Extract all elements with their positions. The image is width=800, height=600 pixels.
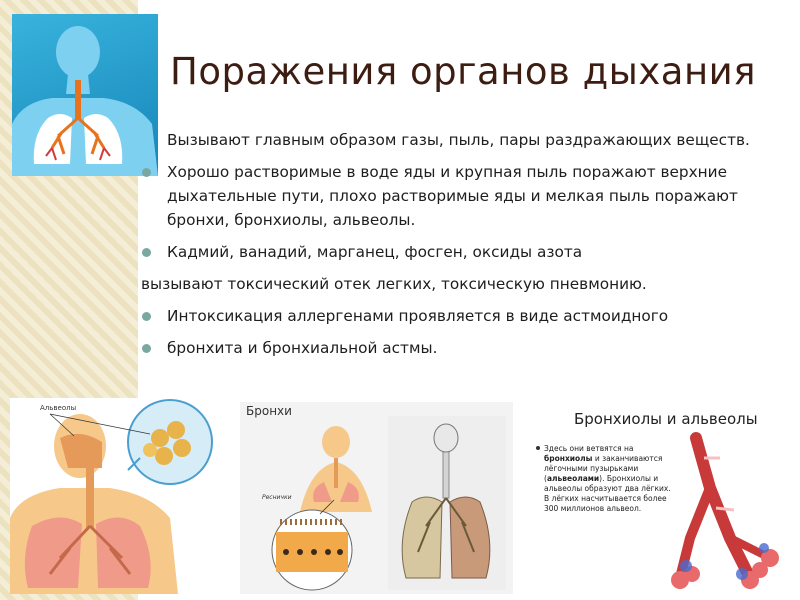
list-item-line: Хорошо растворимые в воде яды и крупная пыль поражают верхние xyxy=(167,163,728,181)
description-part: и заканчиваются лёгочными пузырьками ( xyxy=(544,454,663,483)
list-item xyxy=(138,240,778,264)
list-item xyxy=(138,336,778,360)
slide-title: Поражения органов дыхания xyxy=(170,50,756,93)
list-item-text: Кадмий, ванадий, марганец, фосген, оксиды азота xyxy=(167,243,583,261)
list-item-line: бронхи, бронхиолы, альвеолы. xyxy=(167,211,416,229)
bronchioles-image xyxy=(520,398,798,594)
list-item-text: Вызывают главным образом газы, пыль, пары раздражающих веществ. xyxy=(167,131,750,149)
bullet-dot-icon xyxy=(142,248,151,257)
bronchi-header: Бронхи xyxy=(246,404,292,418)
bullet-dot-icon xyxy=(142,168,151,177)
description-bold: альвеолами xyxy=(546,474,600,483)
list-item xyxy=(138,128,778,152)
bronchi-image xyxy=(240,402,513,594)
list-item-line: дыхательные пути, плохо растворимые яды и мелкая пыль поражают xyxy=(167,187,738,205)
list-item xyxy=(138,304,778,328)
cilia-label: Реснички xyxy=(262,494,292,501)
bullet-dot-icon xyxy=(142,312,151,321)
list-item-text: вызывают токсический отек легких, токсическую пневмонию. xyxy=(141,275,647,293)
list-item xyxy=(138,160,778,232)
alveoli-anatomy-image xyxy=(10,398,230,594)
description-part: Здесь они ветвятся на xyxy=(544,444,634,453)
bullet-list xyxy=(138,128,778,368)
list-item-text: Интоксикация аллергенами проявляется в виде астмоидного xyxy=(167,307,669,325)
bronchioles-header: Бронхиолы и альвеолы xyxy=(574,410,758,428)
respiratory-system-illustration xyxy=(12,14,158,176)
list-item xyxy=(138,272,778,296)
description-part: ). Бронхиолы и альвеолы образуют два лёгких. В лёгких насчитывается более 300 миллионов альвеол. xyxy=(544,474,671,513)
description-bold: бронхиолы xyxy=(544,454,593,463)
list-item-text: бронхита и бронхиальной астмы. xyxy=(167,339,438,357)
alveoli-label: Альвеолы xyxy=(40,404,77,412)
bullet-dot-icon xyxy=(142,344,151,353)
